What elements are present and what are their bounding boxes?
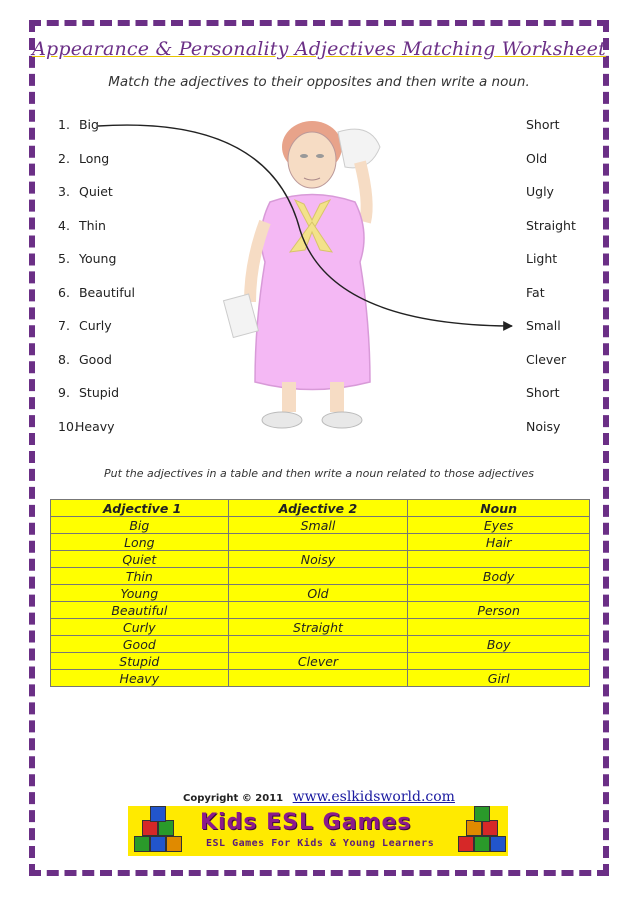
cell-adjective-2 [228,636,408,653]
table-row [51,602,590,619]
cell-adjective-1: Heavy [51,670,229,687]
cell-noun: Hair [408,534,590,551]
adjective-word: Young [78,251,117,266]
cell-adjective-1: Quiet [51,551,229,568]
cell-adjective-2: Straight [228,619,408,636]
banner-title: Kids ESL Games [200,810,412,835]
left-adjective-list [58,117,135,452]
cell-adjective-2 [228,534,408,551]
item-number: 9. [58,385,70,400]
item-number: 4. [58,217,70,233]
adjective-word: Quiet [78,184,113,199]
website-link[interactable]: www.eslkidsworld.com [292,789,455,805]
list-item [58,385,135,419]
table-row [51,585,590,602]
cell-noun [408,653,590,670]
item-number: 10. [58,418,78,434]
table-row [51,568,590,585]
list-item [58,251,135,285]
header-adjective-2: Adjective 2 [228,500,408,517]
toy-block-icon [166,836,182,852]
toy-block-icon [150,806,166,822]
opposite-word: Fat [526,284,545,300]
list-item [58,318,135,352]
header-adjective-1: Adjective 1 [51,500,229,517]
table-row [51,517,590,534]
opposite-word: Short [526,385,560,400]
toy-block-icon [490,836,506,852]
copyright-text: Copyright © 2011 [183,793,284,804]
table-row [51,653,590,670]
cell-adjective-2: Noisy [228,551,408,568]
list-item [58,151,135,185]
item-number: 7. [58,318,70,333]
table-instructions: Put the adjectives in a table and then write a noun related to those adjectives [104,467,534,480]
adjective-word: Thin [78,217,106,233]
adjective-table [50,499,590,687]
cell-noun: Body [408,568,590,585]
worksheet-title: Appearance & Personality Adjectives Matching Worksheet [32,38,606,60]
banner-tagline: ESL Games For Kids & Young Learners [206,838,435,849]
list-item [58,184,135,218]
cell-adjective-2 [228,602,408,619]
toy-block-icon [466,820,482,836]
adjective-word: Good [78,351,112,367]
cell-noun [408,619,590,636]
table-row [51,619,590,636]
cell-adjective-1: Good [51,636,229,653]
toy-block-icon [474,836,490,852]
kids-esl-games-banner[interactable] [128,806,508,856]
cell-adjective-1: Beautiful [51,602,229,619]
adjective-word: Long [78,150,110,166]
opposite-word: Clever [526,351,567,367]
cell-adjective-1: Big [51,517,229,534]
cell-adjective-2 [228,670,408,687]
opposite-word: Noisy [526,418,561,434]
toy-block-icon [150,836,166,852]
item-number: 6. [58,284,70,300]
toy-block-icon [134,836,150,852]
cell-adjective-2: Small [228,517,408,534]
cell-adjective-1: Curly [51,619,229,636]
header-noun: Noun [408,500,590,517]
adjective-word: Heavy [75,418,115,434]
item-number: 3. [58,184,70,199]
list-item [58,218,135,252]
list-item [58,419,135,453]
opposite-word: Short [526,117,560,132]
woman-illustration [220,92,420,452]
opposite-word: Small [526,318,561,333]
item-number: 1. [58,117,70,132]
list-item [58,352,135,386]
toy-block-icon [158,820,174,836]
cell-noun: Boy [408,636,590,653]
opposite-word: Ugly [526,184,554,199]
copyright-line [0,789,638,805]
list-item [58,285,135,319]
table-header-row [51,500,590,517]
cell-adjective-1: Long [51,534,229,551]
adjective-word: Big [78,117,99,132]
cell-adjective-1: Thin [51,568,229,585]
table-row [51,534,590,551]
adjective-word: Stupid [78,385,120,400]
toy-block-icon [474,806,490,822]
opposite-word: Old [526,150,548,166]
cell-noun [408,551,590,568]
table-row [51,670,590,687]
opposite-word: Straight [526,217,576,233]
cell-adjective-2: Old [228,585,408,602]
toy-block-icon [142,820,158,836]
toy-block-icon [458,836,474,852]
cell-adjective-2 [228,568,408,585]
adjective-word: Curly [78,318,112,333]
opposite-word: Light [526,251,558,266]
right-opposite-list [526,117,576,452]
cell-adjective-1: Stupid [51,653,229,670]
table-row [51,551,590,568]
item-number: 5. [58,251,70,266]
worksheet-instructions: Match the adjectives to their opposites and then write a noun. [108,74,530,90]
cell-noun: Person [408,602,590,619]
cell-noun: Girl [408,670,590,687]
toy-block-icon [482,820,498,836]
list-item [58,117,135,151]
cell-adjective-2: Clever [228,653,408,670]
cell-noun: Eyes [408,517,590,534]
item-number: 8. [58,351,70,367]
table-row [51,636,590,653]
item-number: 2. [58,150,70,166]
adjective-word: Beautiful [78,284,136,300]
cell-adjective-1: Young [51,585,229,602]
cell-noun [408,585,590,602]
